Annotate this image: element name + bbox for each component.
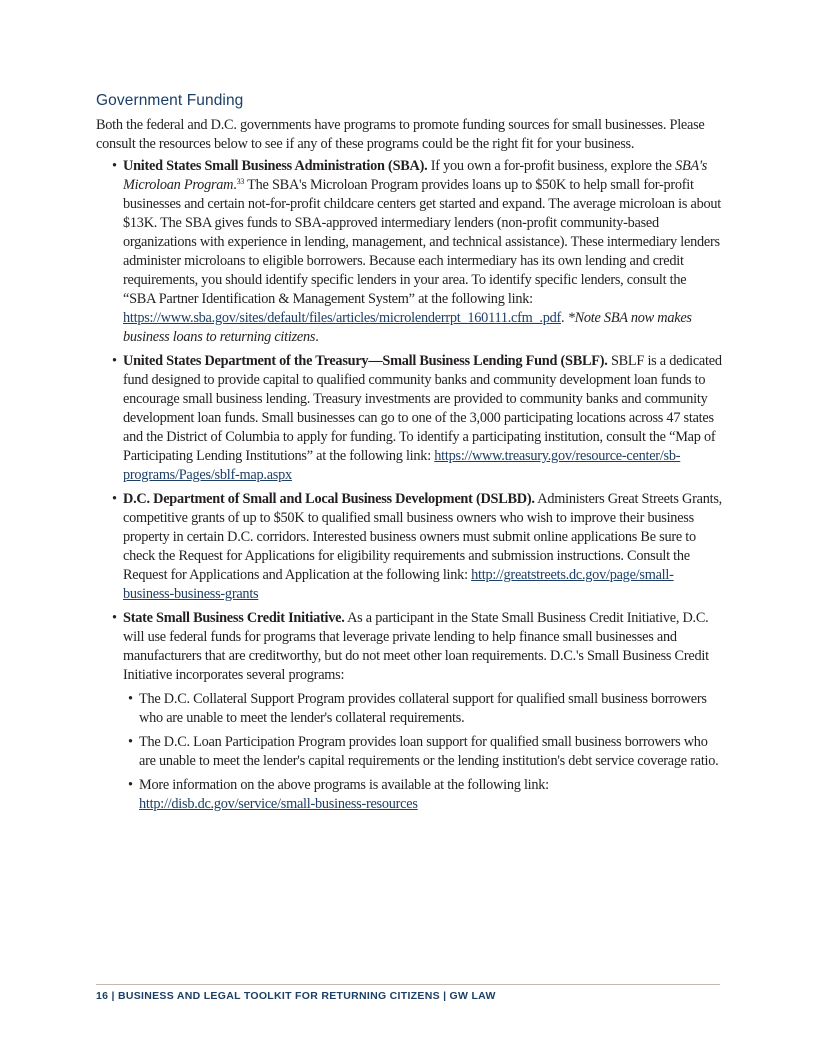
more-info-text: More information on the above programs is available at the following link: bbox=[139, 777, 549, 793]
sublist-item-collateral: • The D.C. Collateral Support Program provides collateral support for qualified small business borrowers who are unable to meet the lender's collateral requirements. bbox=[123, 690, 722, 728]
sba-program-name: SBA's Microloan Program bbox=[123, 158, 708, 193]
ssbci-title: State Small Business Credit Initiative. bbox=[123, 610, 345, 626]
disb-link[interactable]: http://disb.dc.gov/service/small-business-resources bbox=[139, 796, 418, 812]
treasury-text: SBLF is a dedicated fund designed to provide capital to qualified community banks and community development loan funds to encourage small business lending. Treasury investments are provided to community banks and community development loan funds. Small businesses can go to one of the 3,000 participating locations across 47 states and the District of Columbia to apply for funding. To identify a participating institution, consult the “Map of Participating Lending Institutions” at the following link: bbox=[123, 353, 722, 464]
page-footer: 16 | BUSINESS AND LEGAL TOOLKIT FOR RETURNING CITIZENS | GW LAW bbox=[96, 984, 720, 1002]
sba-note: *Note SBA now makes business loans to returning citizens bbox=[123, 310, 692, 345]
list-item-ssbci bbox=[96, 609, 722, 814]
section-heading: Government Funding bbox=[96, 92, 244, 109]
dslbd-title: D.C. Department of Small and Local Business Development (DSLBD). bbox=[123, 491, 535, 507]
sba-link[interactable]: https://www.sba.gov/sites/default/files/articles/microlenderrpt_160111.cfm_.pdf bbox=[123, 310, 562, 326]
funding-list bbox=[96, 157, 722, 814]
list-item-treasury bbox=[96, 352, 722, 485]
sublist-item-more-info bbox=[123, 776, 722, 814]
footnote-marker: 33 bbox=[236, 177, 245, 186]
ssbci-text: As a participant in the State Small Business Credit Initiative, D.C. will use federal funds for programs that leverage private lending to help finance small businesses and manufacturers that are creditworthy, but do not meet other loan requirements. D.C.'s Small Business Credit Initiative incorporates several programs: bbox=[123, 610, 709, 683]
treasury-title: United States Department of the Treasury—Small Business Lending Fund (SBLF). bbox=[123, 353, 608, 369]
list-item-sba bbox=[96, 157, 722, 347]
list-item-dslbd bbox=[96, 490, 722, 604]
ssbci-sublist bbox=[123, 690, 722, 814]
dslbd-text: Administers Great Streets Grants, competitive grants of up to $50K to qualified small business owners who wish to improve their business property in certain D.C. corridors. Interested business owners must submit online applications Be sure to check the Request for Applications for eligibility requirements and submission instructions. Consult the Request for Applications and Application at the following link: bbox=[123, 491, 722, 583]
treasury-link[interactable]: https://www.treasury.gov/resource-center/sb-programs/Pages/sblf-map.aspx bbox=[123, 448, 681, 483]
sba-title: United States Small Business Administration (SBA). bbox=[123, 158, 428, 174]
intro-paragraph: Both the federal and D.C. governments have programs to promote funding sources for small businesses. Please consult the resources below to see if any of these programs could be the right fit for your business. bbox=[96, 117, 705, 152]
sba-program-period: . bbox=[233, 177, 237, 193]
dslbd-link[interactable]: http://greatstreets.dc.gov/page/small-business-business-grants bbox=[123, 567, 674, 602]
page-content bbox=[96, 92, 722, 819]
sba-text-3: . bbox=[561, 310, 568, 326]
sublist-item-loan: • The D.C. Loan Participation Program provides loan support for qualified small business borrowers who are unable to meet the lender's capital requirements or the lending institution's debt service coverage ratio. bbox=[123, 733, 722, 771]
sba-text-2: The SBA's Microloan Program provides loans up to $50K to help small for-profit businesses and certain not-for-profit childcare centers get started and expand. The average microloan is about $13K. The SBA gives funds to SBA-approved intermediary lenders (non-profit community-based organizations with experience in lending, management, and technical assistance). These intermediary lenders administer microloans to eligible borrowers. Because each intermediary has its own lending and credit requirements, you should identify specific lenders in your area. To identify specific lenders, consult the “SBA Partner Identification & Management System” at the following link: bbox=[123, 177, 721, 307]
sba-text-4: . bbox=[315, 329, 319, 345]
sba-text-1: If you own a for-profit business, explore the bbox=[427, 158, 676, 174]
